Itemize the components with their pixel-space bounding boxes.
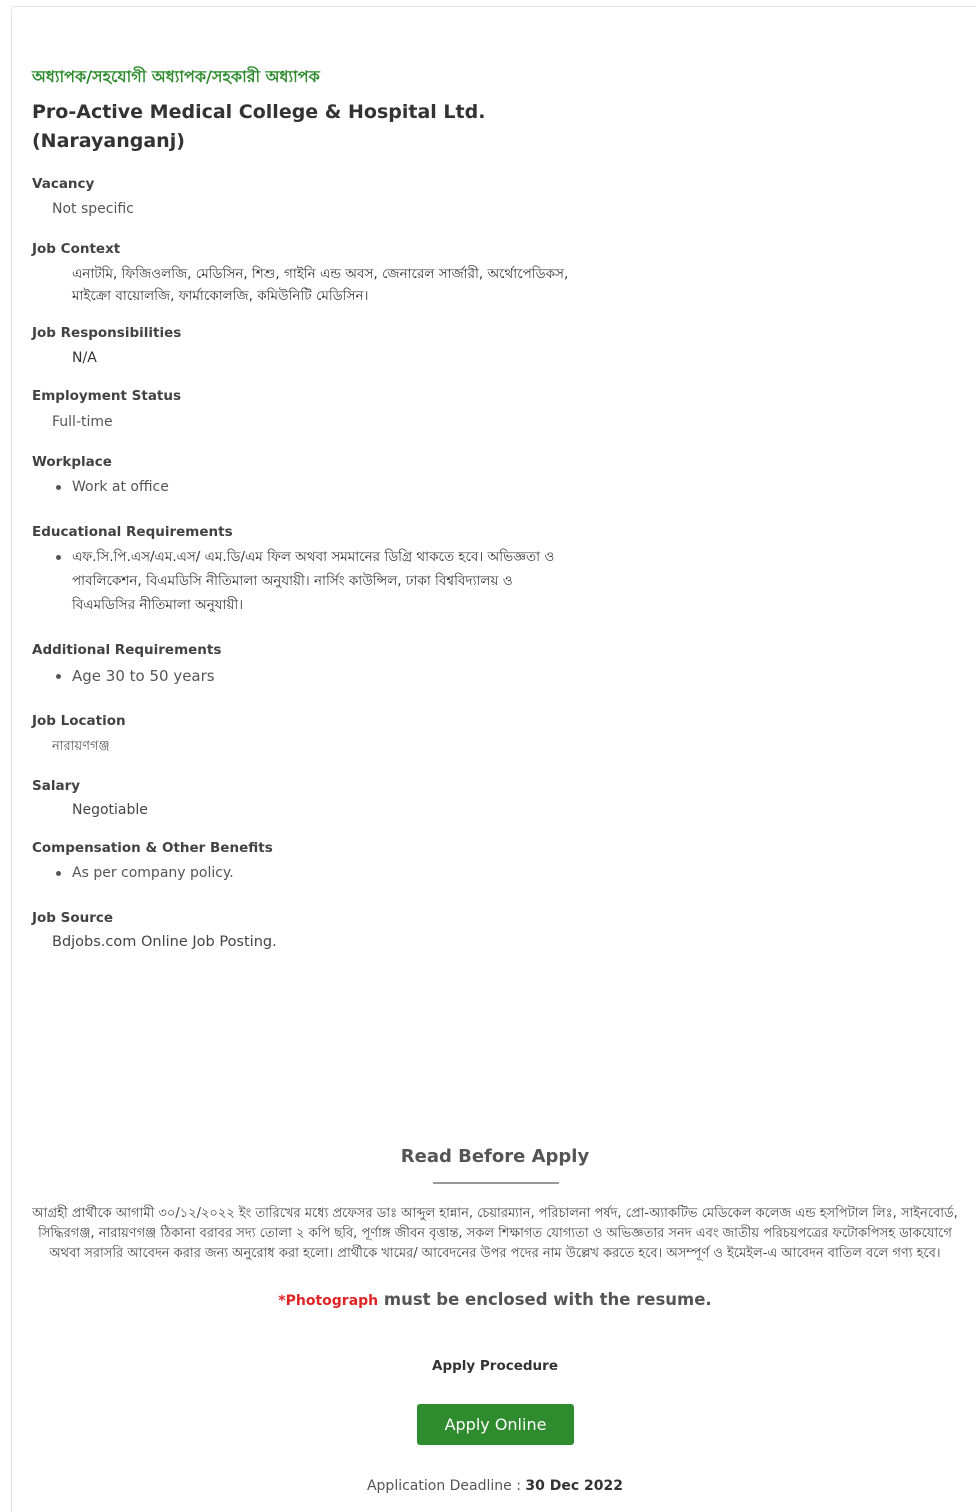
job-title: অধ্যাপক/সহযোগী অধ্যাপক/সহকারী অধ্যাপক — [32, 67, 320, 86]
bullet-icon — [56, 555, 61, 560]
bullet-icon — [56, 674, 61, 679]
job-responsibilities-label: Job Responsibilities — [32, 325, 182, 341]
compensation-label: Compensation & Other Benefits — [32, 840, 273, 856]
application-deadline — [20, 1478, 970, 1494]
deadline-label: Application Deadline : — [366, 1478, 521, 1494]
additional-requirements-item: Age 30 to 50 years — [72, 667, 215, 685]
deadline-value: 30 Dec 2022 — [525, 1478, 624, 1494]
job-source-value: Bdjobs.com Online Job Posting. — [52, 934, 277, 950]
bullet-icon — [56, 485, 61, 490]
photograph-note-text: must be enclosed with the resume. — [383, 1290, 712, 1309]
photograph-note — [20, 1290, 970, 1309]
job-context-line-1: এনাটমি, ফিজিওলজি, মেডিসিন, শিশু, গাইনি এন্ড অবস, জেনারেল সার্জারী, অর্থোপেডিকস, — [72, 266, 569, 282]
apply-online-button[interactable]: Apply Online — [417, 1404, 574, 1445]
divider — [433, 1182, 559, 1184]
job-source-label: Job Source — [32, 910, 114, 926]
vacancy-value: Not specific — [52, 201, 134, 217]
workplace-label: Workplace — [32, 454, 112, 470]
job-location-value: নারায়ণগঞ্জ — [52, 739, 110, 754]
vacancy-label: Vacancy — [32, 176, 95, 192]
employment-status-value: Full-time — [52, 414, 113, 430]
read-before-apply-text: আগ্রহী প্রার্থীকে আগামী ৩০/১২/২০২২ ইং তারিখের মধ্যে প্রফেসর ডাঃ আব্দুল হান্নান, চেয়ারম্যান, পরিচালনা পর্ষদ, প্রো-অ্যাকটিভ মেডিকেল কলেজ এন্ড হসপিটাল লিঃ, সাইনবোর্ড, সিদ্ধিরগঞ্জ, নারায়ণগঞ্জ ঠিকানা বরাবর সদ্য তোলা ২ কপি ছবি, পূর্ণাঙ্গ জীবন বৃত্তান্ত, সকল শিক্ষাগত যোগ্যতা ও অভিজ্ঞতার সনদ এবং জাতীয় পরিচয়পত্রের ফটোকপিসহ ডাকযোগে অথবা সরাসরি আবেদন করার জন্য অনুরোধ করা হলো। প্রার্থীকে খামের/ আবেদনের উপর পদের নাম উল্লেখ করতে হবে। অসম্পূর্ণ ও ইমেইল-এ আবেদন বাতিল বলে গণ্য হবে। — [32, 1206, 958, 1261]
employment-status-label: Employment Status — [32, 388, 182, 404]
educational-requirements-label: Educational Requirements — [32, 524, 233, 540]
read-before-apply-title: Read Before Apply — [400, 1146, 590, 1167]
bullet-icon — [56, 871, 61, 876]
job-details-card — [11, 6, 976, 1512]
photograph-required-label: *Photograph — [278, 1293, 379, 1309]
edu-req-line-2: পাবলিকেশন, বিএমডিসি নীতিমালা অনুযায়ী। নার্সিং কাউন্সিল, ঢাকা বিশ্ববিদ্যালয় ও — [72, 573, 513, 589]
apply-procedure-label: Apply Procedure — [432, 1358, 558, 1374]
job-context-line-2: মাইক্রো বায়োলজি, ফার্মাকোলজি, কমিউনিটি মেডিসিন। — [72, 288, 369, 304]
salary-value: Negotiable — [72, 802, 148, 818]
edu-req-line-3: বিএমডিসির নীতিমালা অনুযায়ী। — [72, 597, 244, 613]
edu-req-line-1: এফ.সি.পি.এস/এম.এস/ এম.ডি/এম ফিল অথবা সমমানের ডিগ্রি থাকতে হবে। অভিজ্ঞতা ও — [72, 549, 555, 565]
compensation-item: As per company policy. — [72, 865, 234, 881]
job-location-label: Job Location — [32, 713, 126, 729]
job-context-label: Job Context — [32, 241, 121, 257]
additional-requirements-label: Additional Requirements — [32, 642, 222, 658]
salary-label: Salary — [32, 778, 81, 794]
job-responsibilities-value: N/A — [72, 350, 97, 366]
company-name[interactable]: Pro-Active Medical College & Hospital Ltd. (Narayanganj) — [32, 101, 486, 152]
workplace-item: Work at office — [72, 479, 169, 495]
